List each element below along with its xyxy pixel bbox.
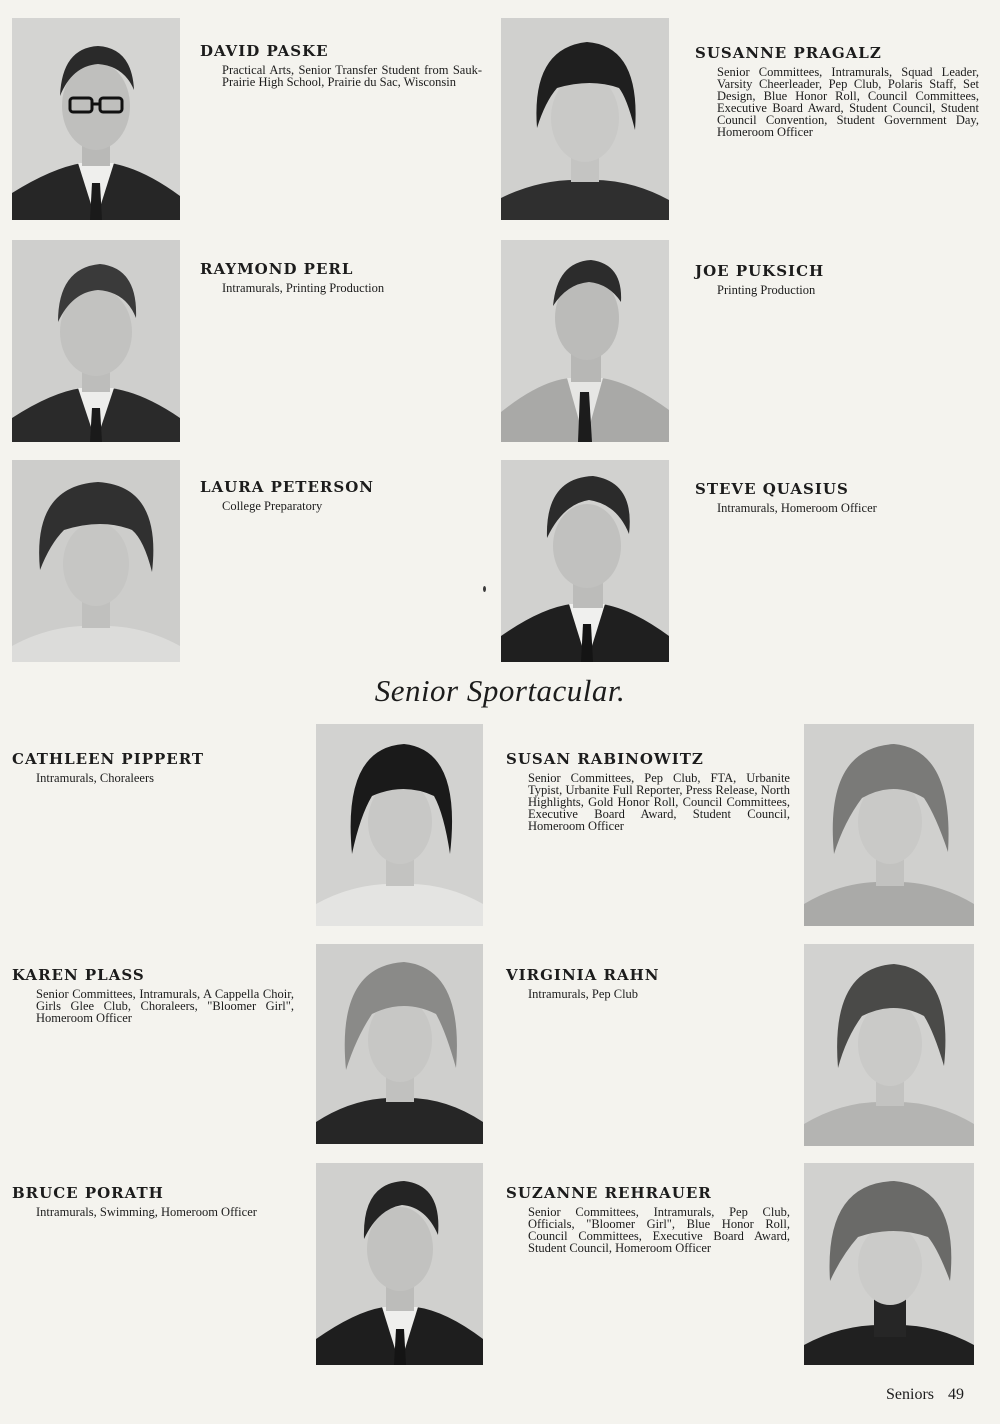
senior-activities: College Preparatory (222, 499, 323, 513)
portrait-photo-steve-quasius (501, 460, 669, 662)
print-speck (483, 586, 486, 592)
portrait-photo-raymond-perl (12, 240, 180, 442)
senior-activities: Intramurals, Pep Club (528, 987, 639, 1001)
page-number: 49 (948, 1386, 964, 1403)
senior-activities: Intramurals, Swimming, Homeroom Officer (36, 1205, 257, 1219)
senior-name: RAYMOND PERL (200, 260, 354, 278)
footer-section-label: Seniors (886, 1386, 934, 1403)
section-heading: Senior Sportacular. (374, 673, 626, 708)
senior-name: DAVID PASKE (200, 42, 329, 60)
senior-name: STEVE QUASIUS (695, 480, 849, 498)
senior-activities: Senior Committees, Intramurals, Pep Club, Officials, "Bloomer Girl", Blue Honor Roll, Council Committees, Executive Board Award, Student Council, Homeroom Officer (528, 1205, 790, 1255)
portrait-photo-cathleen-pippert (316, 724, 483, 926)
senior-entry-joe-puksich (695, 262, 979, 296)
senior-activities: Intramurals, Choraleers (36, 771, 155, 785)
senior-entry-cathleen-pippert (12, 750, 294, 784)
senior-name: VIRGINIA RAHN (506, 966, 660, 984)
senior-name: CATHLEEN PIPPERT (12, 750, 205, 768)
portrait-photo-joe-puksich (501, 240, 669, 442)
senior-activities: Practical Arts, Senior Transfer Student from Sauk-Prairie High School, Prairie du Sac, Wisconsin (222, 63, 482, 89)
senior-name: JOE PUKSICH (695, 262, 825, 280)
senior-entry-susanne-pragalz (695, 44, 979, 138)
page-footer (886, 1386, 964, 1404)
portrait-photo-suzanne-rehrauer (804, 1163, 974, 1365)
senior-name: KAREN PLASS (12, 966, 145, 984)
senior-entry-suzanne-rehrauer (506, 1184, 790, 1254)
senior-name: SUZANNE REHRAUER (506, 1184, 712, 1202)
senior-activities: Printing Production (717, 283, 816, 297)
senior-entry-laura-peterson (200, 478, 482, 512)
portrait-photo-david-paske (12, 18, 180, 220)
portrait-photo-susan-rabinowitz (804, 724, 974, 926)
senior-activities: Intramurals, Printing Production (222, 281, 385, 295)
senior-activities: Intramurals, Homeroom Officer (717, 501, 877, 515)
portrait-photo-laura-peterson (12, 460, 180, 662)
portrait-photo-bruce-porath (316, 1163, 483, 1365)
senior-entry-david-paske (200, 42, 482, 88)
senior-entry-virginia-rahn (506, 966, 790, 1000)
senior-entry-steve-quasius (695, 480, 979, 514)
senior-activities: Senior Committees, Intramurals, Squad Leader, Varsity Cheerleader, Pep Club, Polaris Staff, Set Design, Blue Honor Roll, Council Committees, Executive Board Award, Student Council, Student Council Convention, Student Government Day, Homeroom Officer (717, 65, 979, 139)
senior-name: LAURA PETERSON (200, 478, 374, 496)
senior-entry-karen-plass (12, 966, 294, 1024)
senior-entry-bruce-porath (12, 1184, 294, 1218)
senior-entry-raymond-perl (200, 260, 482, 294)
senior-activities: Senior Committees, Pep Club, FTA, Urbanite Typist, Urbanite Full Reporter, Press Release, North Highlights, Gold Honor Roll, Council Committees, Executive Board Award, Student Council, Homeroom Officer (528, 771, 790, 833)
portrait-photo-virginia-rahn (804, 944, 974, 1146)
senior-entry-susan-rabinowitz (506, 750, 790, 832)
portrait-photo-susanne-pragalz (501, 18, 669, 220)
portrait-photo-karen-plass (316, 944, 483, 1144)
senior-name: SUSAN RABINOWITZ (506, 750, 704, 768)
senior-name: SUSANNE PRAGALZ (695, 44, 882, 62)
senior-name: BRUCE PORATH (12, 1184, 164, 1202)
senior-activities: Senior Committees, Intramurals, A Cappella Choir, Girls Glee Club, Choraleers, "Bloomer Girl", Homeroom Officer (36, 987, 294, 1025)
